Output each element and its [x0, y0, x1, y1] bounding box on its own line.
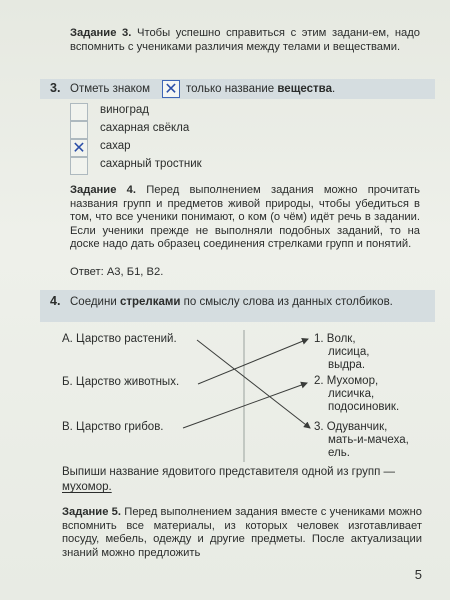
right-item-1-line-1: 1. Волк,: [314, 333, 356, 345]
exercise4-number: 4.: [50, 294, 61, 308]
task5-note: [62, 506, 422, 560]
left-item-a: А. Царство растений.: [62, 333, 177, 345]
task4-answer: Ответ: А3, Б1, В2.: [70, 266, 164, 278]
right-item-2-line-2: лисичка,: [328, 388, 375, 400]
arrow-b-to-1: [198, 339, 308, 384]
option-label-1: виноград: [100, 104, 149, 116]
cross-icon: ✕: [164, 81, 178, 98]
left-item-b: Б. Царство животных.: [62, 376, 180, 388]
right-item-1-line-2: лисица,: [328, 346, 370, 358]
exercise4-suffix: по смыслу слова из данных столбиков.: [183, 296, 393, 308]
right-item-3-line-3: ель.: [328, 447, 350, 459]
poisonous-answer-text: мухомор.: [62, 481, 112, 493]
exercise3-suffix-bold: вещества: [277, 83, 332, 95]
task4-label: Задание 4.: [70, 184, 136, 196]
arrow-c-to-2: [183, 383, 307, 428]
option-label-3: сахар: [100, 140, 131, 152]
left-item-c: В. Царство грибов.: [62, 421, 164, 433]
exercise3-prefix: Отметь знаком: [70, 83, 151, 95]
option-label-4: сахарный тростник: [100, 158, 202, 170]
task4-text: Перед выполнением задания можно прочитать названия групп и предметов живой природы, чтобы убедиться в том, что все ученики понимают, о ком (о чём) идёт речь в задании. Если ученики прежде не выполняли подобных заданий, то на доске надо дать образец соединения стрелками групп и понятий.: [70, 184, 420, 251]
exercise3-suffix-plain: только название: [186, 83, 275, 95]
task5-text: Перед выполнением задания вместе с учениками можно вспомнить все материалы, из которых человек изготавливает посуду, мебель, одежду и другие предметы. После актуализации знаний можно предложить: [62, 506, 422, 559]
cross-icon: ✕: [72, 140, 86, 157]
exercise4-prefix: Соедини: [70, 296, 117, 308]
right-item-3-line-1: 3. Одуванчик,: [314, 421, 388, 433]
task3-label: Задание 3.: [70, 27, 132, 39]
arrow-a-to-3: [197, 340, 310, 428]
right-item-2-line-3: подосиновик.: [328, 401, 400, 413]
poisonous-question: Выпиши название ядовитого представителя одной из групп —: [62, 466, 396, 478]
task5-label: Задание 5.: [62, 506, 122, 518]
option-label-2: сахарная свёкла: [100, 122, 190, 134]
right-item-3-line-2: мать-и-мачеха,: [328, 434, 409, 446]
poisonous-answer: [62, 481, 412, 495]
exercise3-suffix-end: .: [331, 83, 336, 95]
right-item-2-line-1: 2. Мухомор,: [314, 375, 379, 387]
right-item-1-line-3: выдра.: [328, 359, 366, 371]
exercise4-bold: стрелками: [119, 296, 181, 308]
task3-text: Чтобы успешно справиться с этим задани-ем, надо вспомнить с учениками различия между телами и веществами.: [70, 27, 421, 53]
page-number: 5: [414, 567, 422, 582]
exercise3-number: 3.: [50, 81, 61, 95]
